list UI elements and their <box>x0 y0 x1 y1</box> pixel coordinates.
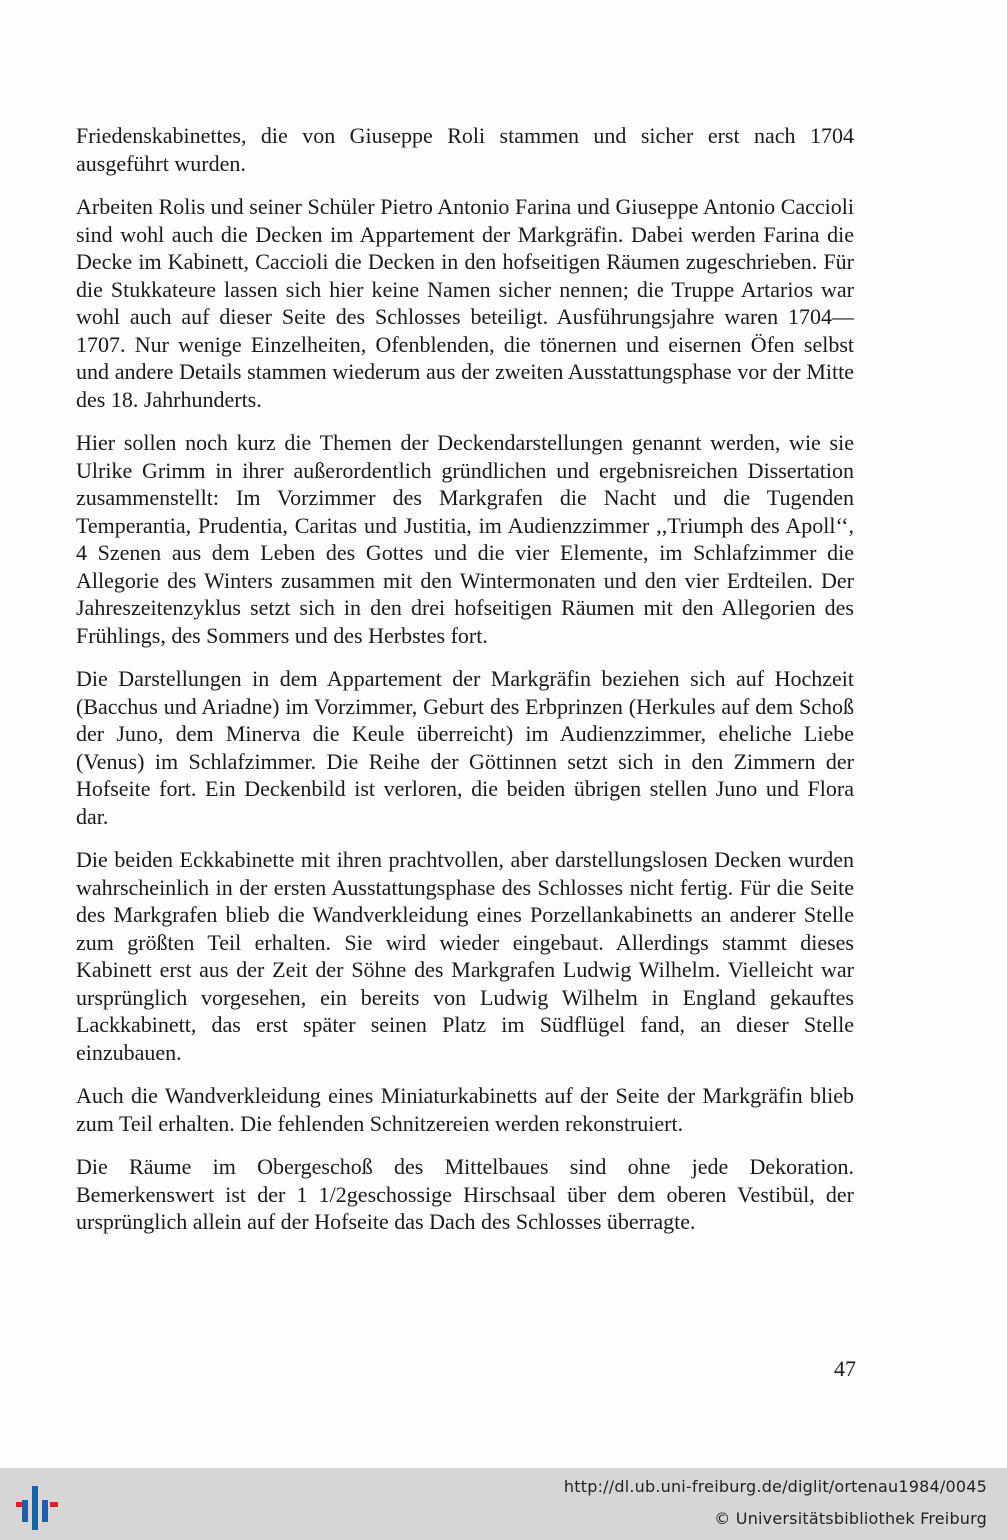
paragraph-5: Die beiden Eckkabinette mit ihren prachtvollen, aber darstellungslosen Decken wurden wahrscheinlich in der ersten Ausstattungsphase des Schlosses nicht fertig. Für die Seite des Markgrafen blieb die Wandverkleidung eines Porzellankabinetts an anderer Stelle zum größten Teil erhalten. Sie wird wieder eingebaut. Allerdings stammt dieses Kabinett erst aus der Zeit der Söhne des Markgrafen Ludwig Wilhelm. Vielleicht war ursprünglich vorgesehen, ein bereits von Ludwig Wilhelm in England gekauftes Lackkabinett, das erst später seinen Platz im Südflügel fand, an dieser Stelle einzubauen. <box>76 847 854 1065</box>
footer-bar <box>0 1468 1007 1540</box>
page-number: 47 <box>834 1356 856 1381</box>
source-url-link[interactable]: http://dl.ub.uni-freiburg.de/diglit/ortenau1984/0045 <box>563 1477 987 1496</box>
paragraph-7: Die Räume im Obergeschoß des Mittelbaues sind ohne jede Dekoration. Bemerkenswert ist der 1 1/2geschossige Hirschsaal über dem oberen Vestibül, der ursprünglich allein auf der Hofseite das Dach des Schlosses überragte. <box>76 1154 854 1234</box>
paragraph-1: Friedenskabinettes, die von Giuseppe Roli stammen und sicher erst nach 1704 ausgeführt wurden. <box>76 123 854 176</box>
paragraph-4: Die Darstellungen in dem Appartement der Markgräfin beziehen sich auf Hochzeit (Bacchus und Ariadne) im Vorzimmer, Geburt des Erbprinzen (Herkules auf dem Schoß der Juno, dem Minerva die Keule überreicht) im Audienzzimmer, eheliche Liebe (Venus) im Schlafzimmer. Die Reihe der Göttinnen setzt sich in den Zimmern der Hofseite fort. Ein Deckenbild ist verloren, die beiden übrigen stellen Juno und Flora dar. <box>76 666 854 829</box>
copyright-text: © Universitätsbibliothek Freiburg <box>714 1509 987 1528</box>
ub-freiburg-logo-icon[interactable] <box>14 1478 62 1532</box>
paragraph-6: Auch die Wandverkleidung eines Miniaturkabinetts auf der Seite der Markgräfin blieb zum Teil erhalten. Die fehlenden Schnitzereien werden rekonstruiert. <box>76 1083 854 1136</box>
body-text <box>76 122 854 1236</box>
paragraph-2: Arbeiten Rolis und seiner Schüler Pietro Antonio Farina und Giuseppe Antonio Caccioli sind wohl auch die Decken im Appartement der Markgräfin. Dabei werden Farina die Decke im Kabinett, Caccioli die Decken in den hofseitigen Räumen zugeschrieben. Für die Stukkateure lassen sich hier keine Namen sicher nennen; die Truppe Artarios war wohl auch auf dieser Seite des Schlosses beteiligt. Ausführungsjahre waren 1704—1707. Nur wenige Einzelheiten, Ofenblenden, die tönernen und eisernen Öfen selbst und andere Details stammen wiederum aus der zweiten Ausstattungsphase vor der Mitte des 18. Jahrhunderts. <box>76 194 854 412</box>
paragraph-3: Hier sollen noch kurz die Themen der Deckendarstellungen genannt werden, wie sie Ulrike Grimm in ihrer außerordentlich gründlichen und ergebnisreichen Dissertation zusammenstellt: Im Vorzimmer des Markgrafen die Nacht und die Tugenden Temperantia, Prudentia, Caritas und Justitia, im Audienzzimmer ,,Triumph des Apoll‘‘, 4 Szenen aus dem Leben des Gottes und die vier Elemente, im Schlafzimmer die Allegorie des Winters zusammen mit den Wintermonaten und den vier Erdteilen. Der Jahreszeitenzyklus setzt sich in den drei hofseitigen Räumen mit den Allegorien des Frühlings, des Sommers und des Herbstes fort. <box>76 430 854 648</box>
